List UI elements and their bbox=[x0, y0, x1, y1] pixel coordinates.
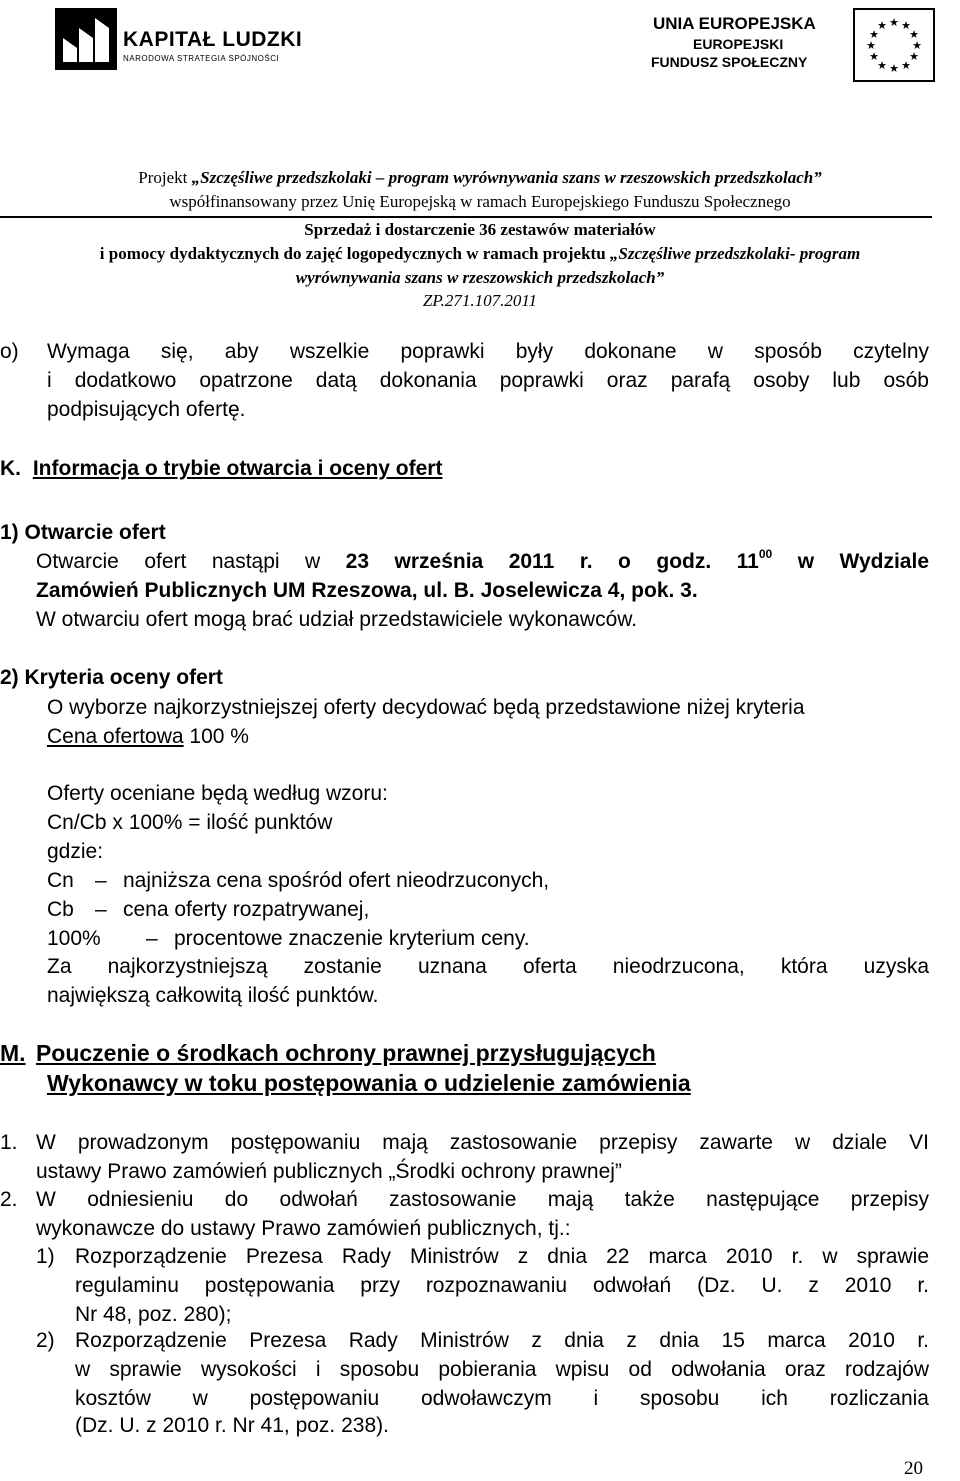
formula-where: gdzie: bbox=[47, 840, 104, 863]
header-rule bbox=[0, 216, 932, 218]
eu-logo-line2: EUROPEJSKI bbox=[693, 36, 784, 52]
definition-dash: – bbox=[146, 927, 158, 950]
section-m-heading bbox=[0, 1038, 656, 1068]
eu-logo-line3: FUNDUSZ SPOŁECZNY bbox=[651, 54, 808, 70]
definition-percent-text: procentowe znaczenie kryterium ceny. bbox=[174, 927, 530, 950]
definition-dash: – bbox=[95, 898, 107, 921]
formula-intro: Oferty oceniane będą według wzoru: bbox=[47, 782, 388, 805]
subitem1-line3: Nr 48, poz. 280); bbox=[75, 1303, 232, 1326]
item2-line1: W odniesieniu do odwołań zastosowanie mają także następujące przepisy bbox=[36, 1188, 929, 1211]
svg-text:★: ★ bbox=[877, 19, 887, 32]
section-m-marker: M. bbox=[0, 1040, 26, 1066]
opening-time-sup: 00 bbox=[758, 547, 773, 561]
definition-dash: – bbox=[95, 869, 107, 892]
definition-cb-symbol: Cb bbox=[47, 898, 74, 921]
section-o-line2: i dodatkowo opatrzone datą dokonania poprawki oraz parafą osoby lub osób bbox=[47, 369, 929, 392]
section-k-criterion bbox=[47, 722, 249, 751]
eu-logo-line1: UNIA EUROPEJSKA bbox=[653, 14, 816, 33]
definition-cn-symbol: Cn bbox=[47, 869, 74, 892]
item1-line2: ustawy Prawo zamówień publicznych „Środki ochrony prawnej” bbox=[36, 1160, 622, 1183]
section-k-heading bbox=[0, 454, 442, 483]
definition-cb bbox=[47, 895, 369, 924]
svg-text:★: ★ bbox=[912, 39, 922, 52]
subitem1-number: 1) bbox=[36, 1245, 55, 1268]
header-subject-line3: wyrównywania szans w rzeszowskich przedszkolach” bbox=[295, 268, 665, 287]
subitem2-number: 2) bbox=[36, 1329, 55, 1352]
header-subject-title: „Szczęśliwe przedszkolaki- program bbox=[609, 244, 861, 263]
definition-cn bbox=[47, 866, 549, 895]
header-subject-line2 bbox=[0, 244, 960, 264]
svg-text:★: ★ bbox=[869, 50, 879, 63]
header-reference: ZP.271.107.2011 bbox=[422, 291, 538, 310]
section-k-sub1-line2: Zamówień Publicznych UM Rzeszowa, ul. B. Joselewicza 4, pok. 3. bbox=[36, 579, 698, 602]
section-k-sub1-title: 1) Otwarcie ofert bbox=[0, 521, 166, 544]
subitem2-line1: Rozporządzenie Prezesa Rady Ministrów z dnia z dnia 15 marca 2010 r. bbox=[75, 1329, 929, 1352]
formula: Cn/Cb x 100% = ilość punktów bbox=[47, 811, 333, 834]
eu-logo bbox=[645, 8, 937, 84]
svg-text:★: ★ bbox=[901, 59, 911, 72]
item1-number: 1. bbox=[0, 1131, 18, 1154]
kapital-ludzki-logo bbox=[55, 2, 303, 82]
section-m-title-line2: Wykonawcy w toku postępowania o udzielenie zamówienia bbox=[47, 1070, 691, 1096]
header-project-title: „Szczęśliwe przedszkolaki – program wyrównywania szans w rzeszowskich przedszkolach” bbox=[191, 168, 822, 187]
kapital-ludzki-tagline: NARODOWA STRATEGIA SPÓJNOŚCI bbox=[123, 54, 280, 63]
item1-line1: W prowadzonym postępowaniu mają zastosowanie przepisy zawarte w dziale VI bbox=[36, 1131, 929, 1154]
subitem2-line3: kosztów w postępowaniu odwoławczym i sposobu ich rozliczania bbox=[75, 1387, 929, 1410]
criterion-value: 100 % bbox=[183, 725, 249, 748]
section-o-marker: o) bbox=[0, 340, 19, 363]
svg-text:★: ★ bbox=[909, 28, 919, 41]
kapital-ludzki-emblem-icon bbox=[55, 8, 117, 70]
section-k-sub2-title: 2) Kryteria oceny ofert bbox=[0, 666, 223, 689]
definition-percent bbox=[47, 924, 530, 953]
section-k-sub2-line1: O wyborze najkorzystniejszej oferty decydować będą przedstawione niżej kryteria bbox=[47, 696, 805, 719]
item2-number: 2. bbox=[0, 1188, 18, 1211]
header-project-line bbox=[0, 168, 960, 188]
criterion-label: Cena ofertowa bbox=[47, 725, 184, 748]
svg-text:★: ★ bbox=[889, 62, 899, 75]
header-subject-prefix: i pomocy dydaktycznych do zajęć logopedycznych w ramach projektu bbox=[99, 244, 610, 263]
svg-text:★: ★ bbox=[889, 16, 899, 29]
opening-text: Otwarcie ofert nastąpi w bbox=[36, 550, 346, 573]
item2-line2: wykonawcze do ustawy Prawo zamówień publicznych, tj.: bbox=[36, 1217, 571, 1240]
header-subject-line: Sprzedaż i dostarczenie 36 zestawów materiałów bbox=[304, 220, 656, 239]
subitem2-line4: (Dz. U. z 2010 r. Nr 41, poz. 238). bbox=[75, 1414, 389, 1437]
svg-text:★: ★ bbox=[869, 28, 879, 41]
definition-cb-text: cena oferty rozpatrywanej, bbox=[123, 898, 370, 921]
svg-text:★: ★ bbox=[901, 19, 911, 32]
opening-place: w Wydziale bbox=[772, 550, 930, 573]
section-k-title: Informacja o trybie otwarcia i oceny ofert bbox=[32, 457, 443, 480]
subitem2-line2: w sprawie wysokości i sposobu pobierania wpisu od odwołania oraz rodzajów bbox=[75, 1358, 929, 1381]
definition-cn-text: najniższa cena spośród ofert nieodrzuconych, bbox=[123, 869, 550, 892]
kapital-ludzki-name: KAPITAŁ LUDZKI bbox=[123, 28, 303, 51]
page-number: 20 bbox=[904, 1458, 923, 1479]
section-k-sub1-line3: W otwarciu ofert mogą brać udział przedstawiciele wykonawców. bbox=[36, 608, 638, 631]
subitem1-line2: regulaminu postępowania przy rozpoznawaniu odwołań (Dz. U. z 2010 r. bbox=[75, 1274, 929, 1297]
subitem1-line1: Rozporządzenie Prezesa Rady Ministrów z dnia 22 marca 2010 r. w sprawie bbox=[75, 1245, 929, 1268]
svg-text:★: ★ bbox=[866, 39, 876, 52]
opening-date: 23 września 2011 r. o godz. 11 bbox=[345, 550, 759, 573]
svg-text:★: ★ bbox=[909, 50, 919, 63]
section-m-title-line1: Pouczenie o środkach ochrony prawnej przysługujących bbox=[35, 1040, 656, 1066]
section-o-line1: Wymaga się, aby wszelkie poprawki były dokonane w sposób czytelny bbox=[47, 340, 929, 363]
section-o-line3: podpisujących ofertę. bbox=[47, 398, 246, 421]
header-project-prefix: Projekt bbox=[138, 168, 192, 187]
final-line2: największą całkowitą ilość punktów. bbox=[47, 984, 379, 1007]
header-cofinance-line: współfinansowany przez Unię Europejską w ramach Europejskiego Funduszu Społecznego bbox=[169, 192, 791, 211]
eu-flag-icon bbox=[853, 8, 935, 82]
section-k-sub1-line1 bbox=[36, 547, 929, 576]
svg-text:★: ★ bbox=[877, 59, 887, 72]
section-k-marker: K. bbox=[0, 457, 21, 480]
final-line1: Za najkorzystniejszą zostanie uznana oferta nieodrzucona, która uzyska bbox=[47, 955, 929, 978]
definition-percent-symbol: 100% bbox=[47, 927, 101, 950]
